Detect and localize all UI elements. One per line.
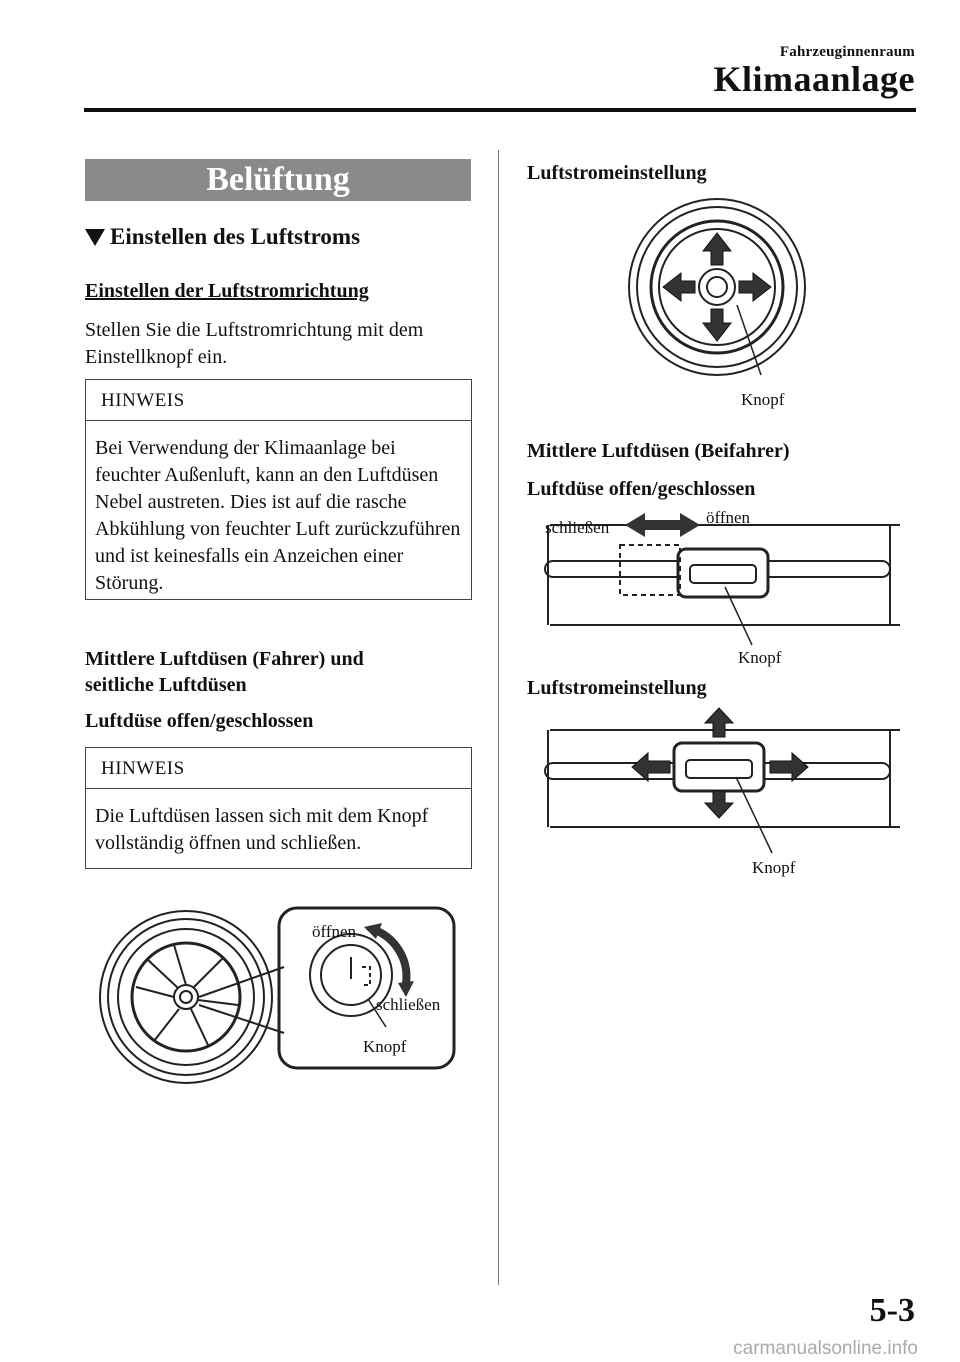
- page-number: 5-3: [869, 1292, 915, 1329]
- label-knob: Knopf: [363, 1037, 407, 1056]
- fig2-label-open: öffnen: [706, 508, 751, 527]
- note-body: Die Luftdüsen lassen sich mit dem Knopf vollständig öffnen und schließen.: [95, 805, 429, 854]
- round-vent-airflow-illustration: [625, 195, 825, 385]
- chapter-label: Fahrzeuginnenraum: [779, 44, 915, 60]
- section2-subheading: Luftdüse offen/geschlossen: [85, 710, 314, 732]
- section2-heading-line1: Mittlere Luftdüsen (Fahrer) und: [85, 648, 364, 670]
- fig3-label-knob: Knopf: [752, 858, 796, 877]
- page-title: Klimaanlage: [713, 59, 915, 99]
- section-heading: [85, 224, 360, 250]
- triangle-marker-icon: [85, 229, 105, 246]
- section-banner: Belüftung: [85, 159, 471, 201]
- airflow-heading-2: Luftstromeinstellung: [527, 677, 707, 699]
- subheading: Einstellen der Luftstromrichtung: [85, 280, 369, 302]
- fig2-label-close: schließen: [545, 518, 610, 537]
- note-box-1: [85, 379, 472, 600]
- passenger-vent-subheading: Luftdüse offen/geschlossen: [527, 478, 756, 500]
- fig1-label-knob: Knopf: [741, 390, 785, 409]
- airflow-heading: Luftstromeinstellung: [527, 162, 707, 184]
- watermark: carmanualsonline.info: [733, 1338, 918, 1359]
- fig2-label-knob: Knopf: [738, 648, 782, 667]
- section-heading-text: Einstellen des Luftstroms: [110, 224, 361, 249]
- paragraph: Stellen Sie die Luftstromrichtung mit dem Einstellknopf ein.: [85, 319, 424, 368]
- passenger-vent-heading: Mittlere Luftdüsen (Beifahrer): [527, 440, 790, 462]
- note-box-2: [85, 747, 472, 869]
- section2-heading: [85, 646, 485, 698]
- label-close: schließen: [376, 995, 441, 1014]
- note-title: HINWEIS: [86, 380, 471, 421]
- note-body: Bei Verwendung der Klimaanlage bei feuchter Außenluft, kann an den Luftdüsen Nebel austreten. Dies ist auf die rasche Abkühlung von feuchter Luft zurückzuführen und ist keinesfalls ein Anzeichen einer Störung.: [95, 437, 461, 594]
- note-title: HINWEIS: [86, 748, 471, 789]
- rectangular-vent-airflow-illustration: [540, 705, 910, 855]
- header-rule: [84, 108, 916, 112]
- label-open: öffnen: [312, 922, 357, 941]
- column-divider: [498, 150, 499, 1285]
- section2-heading-line2: seitliche Luftdüsen: [85, 674, 247, 696]
